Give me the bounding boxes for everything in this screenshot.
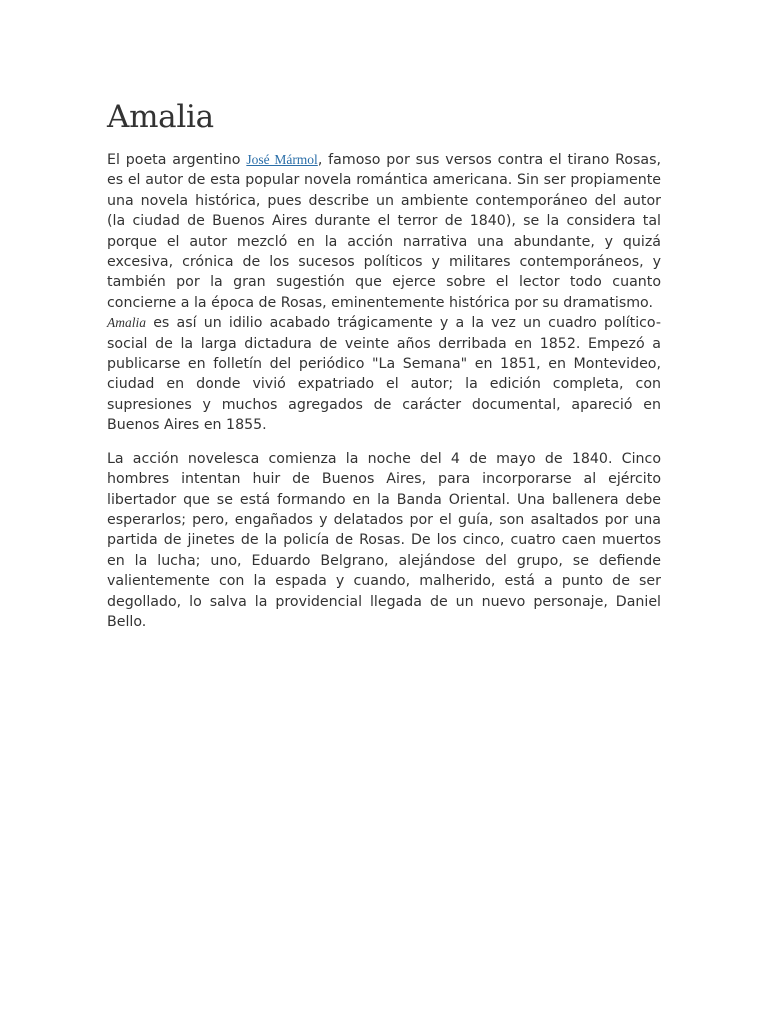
paragraph-publication-body: es así un idilio acabado trágicamente y a la vez un cuadro político-social de la larga dictadura de veinte años derribada en 1852. Empezó a publicarse en folletín del periódico "La Semana" en 1851, en Montevideo, ciudad en donde vivió expatriado el autor; la edición completa, con supresiones y muchos agregados de carácter documental, apareció en Buenos Aires en 1855. [107, 315, 661, 434]
page-title: Amalia [107, 99, 214, 135]
paragraph-intro-body: , famoso por sus versos contra el tirano Rosas, es el autor de esta popular novela romántica americana. Sin ser propiamente una novela histórica, pues describe un ambiente contemporáneo del autor (la ciudad de Buenos Aires durante el terror de 1840), se la considera tal porque el autor mezcló en la acción narrativa una abundante, y quizá excesiva, crónica de los sucesos políticos y militares contemporáneos, y también por la gran sugestión que ejerce sobre el lector todo cuanto concierne a la época de Rosas, eminentemente histórica por su dramatismo. [107, 152, 661, 311]
paragraph-intro-lead: El poeta argentino [107, 152, 247, 168]
author-link[interactable]: José Mármol [246, 152, 318, 167]
paragraph-intro [107, 150, 661, 313]
work-title: Amalia [107, 315, 146, 331]
paragraph-publication [107, 313, 661, 435]
paragraph-plot: La acción novelesca comienza la noche del 4 de mayo de 1840. Cinco hombres intentan huir de Buenos Aires, para incorporarse al ejército libertador que se está formando en la Banda Oriental. Una ballenera debe esperarlos; pero, engañados y delatados por el guía, son asaltados por una partida de jinetes de la policía de Rosas. De los cinco, cuatro caen muertos en la lucha; uno, Eduardo Belgrano, alejándose del grupo, se defiende valientemente con la espada y cuando, malherido, está a punto de ser degollado, lo salva la providencial llegada de un nuevo personaje, Daniel Bello. [107, 450, 661, 630]
document-page [107, 96, 661, 632]
